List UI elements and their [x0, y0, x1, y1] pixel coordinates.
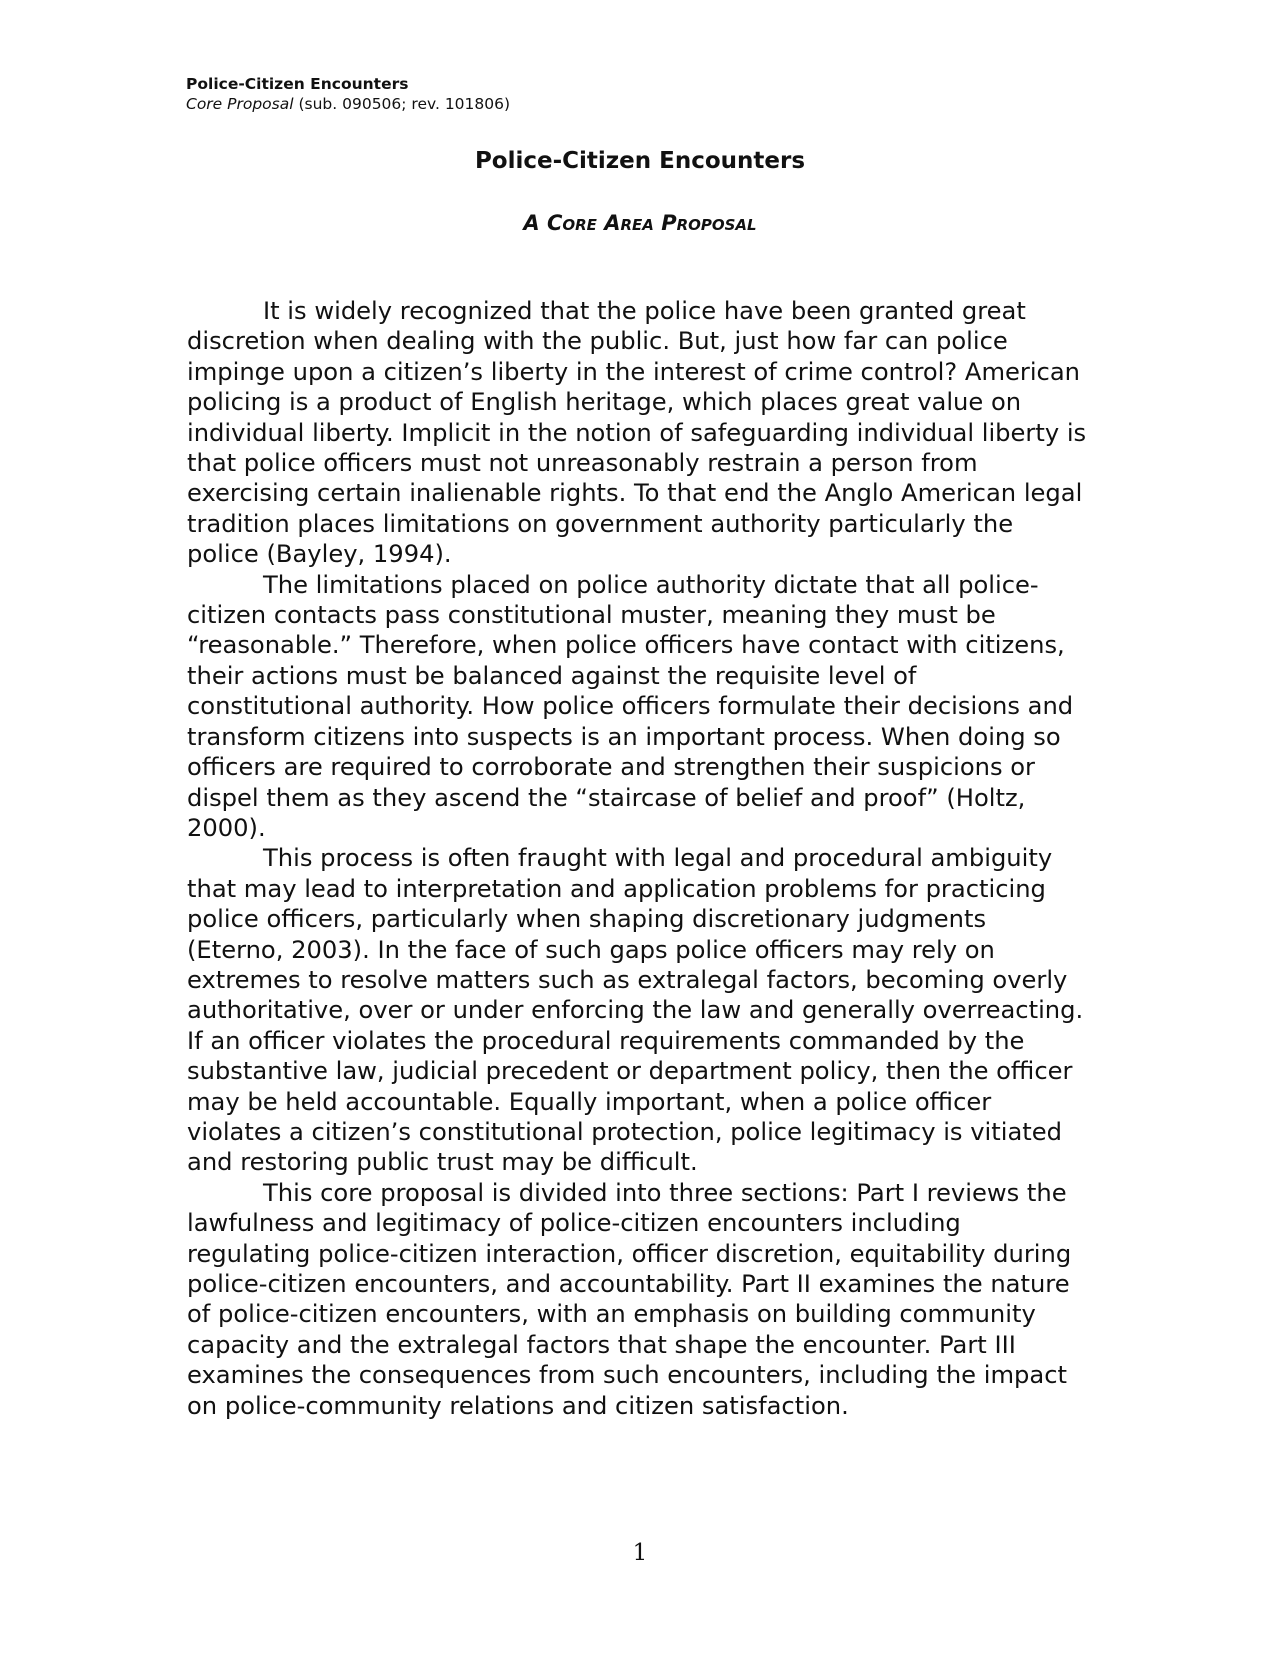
running-header-subtitle	[186, 94, 510, 114]
document-title: Police-Citizen Encounters	[474, 148, 806, 174]
page-number: 1	[632, 1540, 648, 1566]
running-header-title: Police-Citizen Encounters	[186, 75, 409, 93]
document-subtitle: A Core Area Proposal	[523, 211, 757, 235]
running-header	[186, 74, 510, 114]
paragraph-2: The limitations placed on police authority dictate that all police-citizen contacts pass constitutional muster, meaning they must be “reasonable.” Therefore, when police officers have contact with citizens, their actions must be balanced against the requisite level of constitutional authority. How police officers formulate their decisions and transform citizens into suspects is an important process. When doing so officers are required to corroborate and strengthen their suspicions or dispel them as they ascend the “staircase of belief and proof” (Holtz, 2000).	[187, 570, 1074, 842]
running-header-subtitle-italic: Core Proposal	[186, 95, 294, 113]
paragraph-3: This process is often fraught with legal and procedural ambiguity that may lead to interpretation and application problems for practicing police officers, particularly when shaping discretionary judgments (Eterno, 2003). In the face of such gaps police officers may rely on extremes to resolve matters such as extralegal factors, becoming overly authoritative, over or under enforcing the law and generally overreacting. If an officer violates the procedural requirements commanded by the substantive law, judicial precedent or department policy, then the officer may be held accountable. Equally important, when a police officer violates a citizen’s constitutional protection, police legitimacy is vitiated and restoring public trust may be difficult.	[187, 844, 1084, 1177]
body-text	[187, 296, 1087, 1421]
paragraph-1: It is widely recognized that the police have been granted great discretion when dealing with the public. But, just how far can police impinge upon a citizen’s liberty in the interest of crime control? American policing is a product of English heritage, which places great value on individual liberty. Implicit in the notion of safeguarding individual liberty is that police officers must not unreasonably restrain a person from exercising certain inalienable rights. To that end the Anglo American legal tradition places limitations on government authority particularly the police (Bayley, 1994).	[187, 297, 1087, 569]
paragraph-4: This core proposal is divided into three sections: Part I reviews the lawfulness and legitimacy of police-citizen encounters including regulating police-citizen interaction, officer discretion, equitability during police-citizen encounters, and accountability. Part II examines the nature of police-citizen encounters, with an emphasis on building community capacity and the extralegal factors that shape the encounter. Part III examines the consequences from such encounters, including the impact on police-community relations and citizen satisfaction.	[187, 1178, 1072, 1420]
running-header-subtitle-rest: (sub. 090506; rev. 101806)	[293, 95, 511, 113]
